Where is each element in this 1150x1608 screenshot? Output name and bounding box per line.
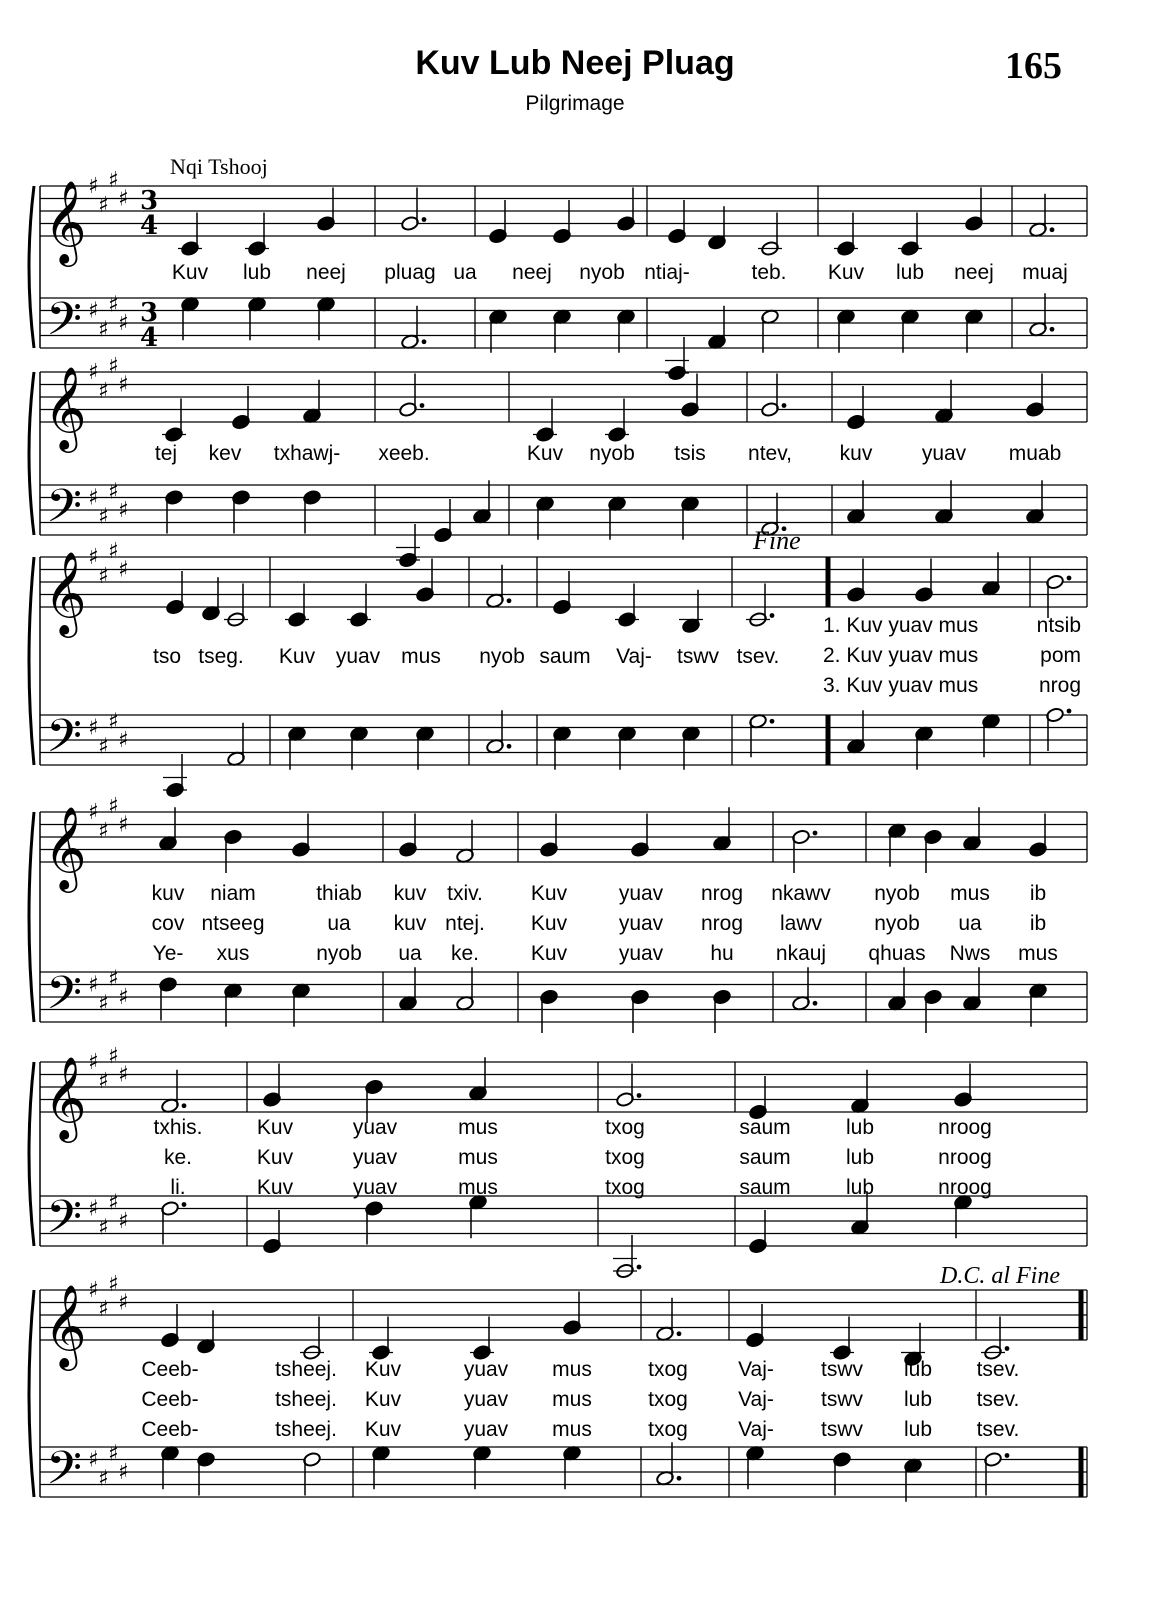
verse-lyric: 1. Kuv yuav mus: [823, 614, 979, 637]
lyric-word: nroog: [938, 1146, 992, 1169]
lyric-word: tsev.: [736, 645, 780, 668]
system-brace: [29, 1062, 34, 1246]
lyric-word: xeeb.: [378, 442, 430, 465]
dot: [782, 403, 787, 408]
treble-clef-icon: 𝄞: [44, 550, 87, 634]
lyric-word: Kuv: [256, 1176, 294, 1199]
lyric-word: txhawj-: [273, 442, 341, 465]
lyric-word: cov: [151, 912, 185, 935]
sharp-icon: ♯: [98, 1215, 109, 1241]
lyric-word: nroog: [938, 1176, 992, 1199]
dot: [420, 403, 425, 408]
lyric-word: nrog: [700, 912, 744, 935]
sharp-icon: ♯: [88, 800, 99, 825]
lyric-word: yuav: [618, 912, 664, 935]
sharp-icon: ♯: [88, 1278, 99, 1303]
lyric-word: Kuv: [278, 645, 316, 668]
sharp-icon: ♯: [118, 1290, 129, 1316]
bass-clef-icon: 𝄢: [46, 966, 83, 1032]
lyric-word: neej: [306, 261, 346, 284]
lyric-word: yuav: [463, 1358, 509, 1381]
sharp-icon: ♯: [108, 1441, 119, 1467]
lyric-word: txog: [648, 1388, 688, 1411]
lyric-word: mus: [401, 645, 441, 668]
lyric-word: ke.: [450, 942, 480, 965]
sharp-icon: ♯: [118, 557, 129, 583]
hymn-title: Kuv Lub Neej Pluag: [415, 44, 735, 82]
sharp-icon: ♯: [88, 545, 99, 570]
lyric-word: nyob: [589, 442, 635, 465]
hymn-subtitle: Pilgrimage: [525, 92, 625, 115]
sharp-icon: ♯: [98, 991, 109, 1017]
dot: [1067, 709, 1072, 714]
sharp-icon: ♯: [118, 812, 129, 838]
lyric-word: lub: [242, 261, 272, 284]
sharp-icon: ♯: [108, 966, 119, 992]
lyric-word: tswv: [677, 645, 719, 668]
lyric-word: Vaj-: [738, 1418, 774, 1441]
verse-lyric: 3. Kuv yuav mus: [823, 674, 979, 697]
lyric-word: tsev.: [976, 1358, 1020, 1381]
lyric-word: kuv: [393, 912, 427, 935]
lyric-word: lub: [903, 1388, 933, 1411]
fine-marking: Fine: [753, 526, 801, 555]
sharp-icon: ♯: [118, 498, 129, 523]
lyric-word: mus: [1018, 942, 1058, 965]
sharp-icon: ♯: [108, 538, 119, 564]
lyric-word: ua: [398, 942, 422, 965]
sharp-icon: ♯: [108, 793, 119, 819]
lyric-word: pluag: [384, 261, 436, 284]
lyric-word: neej: [512, 261, 552, 284]
lyric-word: txog: [648, 1418, 688, 1441]
lyric-word: yuav: [352, 1146, 398, 1169]
sharp-icon: ♯: [118, 1062, 129, 1088]
sharp-icon: ♯: [98, 1466, 109, 1492]
lyric-word: Ceeb-: [141, 1358, 199, 1381]
lyric-word: ua: [958, 912, 982, 935]
lyric-word: tsev.: [976, 1418, 1020, 1441]
dot: [507, 598, 512, 603]
sharp-icon: ♯: [98, 192, 109, 218]
lyric-word: lub: [903, 1358, 933, 1381]
system-brace: [29, 557, 34, 765]
lyric-word: Kuv: [364, 1388, 402, 1411]
lyric-word: Kuv: [530, 912, 568, 935]
lyric-word: txog: [605, 1176, 645, 1199]
lyric-word: hu: [710, 942, 734, 965]
lyric-word: lawv: [779, 912, 823, 935]
lyric-word: Kuv: [530, 882, 568, 905]
bass-clef-icon: 𝄢: [46, 1190, 83, 1256]
sharp-icon: ♯: [118, 985, 129, 1010]
lyric-word: yuav: [618, 882, 664, 905]
sharp-icon: ♯: [98, 563, 109, 589]
time-signature-top: 3: [140, 298, 159, 328]
verse-lyric: nrog: [1038, 674, 1081, 697]
treble-clef-icon: 𝄞: [44, 365, 87, 449]
lyric-word: tso: [152, 645, 182, 668]
lyric-word: txog: [605, 1116, 645, 1139]
lyric-word: thiab: [316, 882, 362, 905]
sharp-icon: ♯: [88, 715, 99, 741]
lyric-word: Kuv: [530, 942, 568, 965]
treble-clef-icon: 𝄞: [44, 179, 87, 263]
dot: [677, 1476, 682, 1481]
dot: [1005, 1346, 1010, 1351]
lyric-word: tej: [154, 442, 178, 465]
lyric-word: Nws: [949, 942, 991, 965]
dot: [1067, 576, 1072, 581]
lyric-word: txhis.: [153, 1116, 203, 1139]
sharp-icon: ♯: [88, 1050, 99, 1075]
lyric-word: tseg.: [198, 645, 244, 668]
lyric-word: txog: [648, 1358, 688, 1381]
sharp-icon: ♯: [88, 360, 99, 385]
sharp-icon: ♯: [108, 1043, 119, 1069]
lyric-word: mus: [458, 1176, 498, 1199]
lyric-word: saum: [739, 1176, 791, 1199]
sharp-icon: ♯: [98, 1296, 109, 1322]
sharp-icon: ♯: [88, 1447, 99, 1473]
lyric-word: kuv: [393, 882, 427, 905]
lyric-word: mus: [552, 1388, 592, 1411]
lyric-word: Kuv: [526, 442, 564, 465]
lyric-word: txiv.: [447, 882, 483, 905]
lyric-word: yuav: [463, 1418, 509, 1441]
lyric-word: yuav: [618, 942, 664, 965]
lyric-word: nkauj: [775, 942, 827, 965]
sharp-icon: ♯: [118, 311, 129, 336]
lyric-word: tswv: [821, 1358, 863, 1381]
sharp-icon: ♯: [108, 1271, 119, 1297]
verse-lyric: pom: [1040, 644, 1081, 667]
sharp-icon: ♯: [88, 485, 99, 511]
lyric-word: saum: [539, 645, 591, 668]
lyric-word: niam: [210, 882, 256, 905]
sharp-icon: ♯: [88, 174, 99, 199]
lyric-word: yuav: [335, 645, 381, 668]
sharp-icon: ♯: [98, 818, 109, 844]
tempo-marking: Nqi Tshooj: [170, 154, 268, 179]
lyric-word: muaj: [1022, 261, 1068, 284]
sharp-icon: ♯: [88, 972, 99, 998]
lyric-word: Kuv: [171, 261, 209, 284]
lyric-word: Kuv: [256, 1146, 294, 1169]
dot: [182, 1103, 187, 1108]
lyric-word: mus: [458, 1116, 498, 1139]
lyric-word: ntseeg: [201, 912, 265, 935]
lyric-word: nyob: [479, 645, 525, 668]
dot: [422, 339, 427, 344]
lyric-word: ua: [453, 261, 477, 284]
lyric-word: tsheej.: [275, 1388, 337, 1411]
dot: [813, 1001, 818, 1006]
verse-lyric: 2. Kuv yuav mus: [823, 644, 979, 667]
lyric-word: Ye-: [152, 942, 184, 965]
sharp-icon: ♯: [88, 1196, 99, 1222]
system-brace: [29, 1290, 34, 1497]
lyric-word: tsis: [674, 442, 706, 465]
lyric-word: tsheej.: [275, 1358, 337, 1381]
sharp-icon: ♯: [98, 734, 109, 760]
bass-clef-icon: 𝄢: [46, 292, 83, 358]
dot: [813, 831, 818, 836]
dot: [770, 719, 775, 724]
lyric-word: mus: [552, 1418, 592, 1441]
lyric-word: teb.: [751, 261, 787, 284]
lyric-word: yuav: [921, 442, 967, 465]
sharp-icon: ♯: [108, 292, 119, 318]
lyric-word: Ceeb-: [141, 1418, 199, 1441]
treble-clef-icon: 𝄞: [44, 805, 87, 889]
dot: [422, 217, 427, 222]
sharp-icon: ♯: [118, 1209, 129, 1234]
lyric-word: neej: [954, 261, 994, 284]
sharp-icon: ♯: [98, 504, 109, 530]
lyric-word: lub: [895, 261, 925, 284]
sharp-icon: ♯: [98, 1068, 109, 1094]
lyric-word: Kuv: [364, 1418, 402, 1441]
lyric-word: nyob: [874, 882, 920, 905]
time-signature-bottom: 4: [140, 323, 159, 353]
dot: [637, 1265, 642, 1270]
system-brace: [29, 186, 34, 348]
lyric-word: Kuv: [364, 1358, 402, 1381]
time-signature-bottom: 4: [140, 211, 159, 241]
lyric-word: tswv: [821, 1418, 863, 1441]
lyric-word: txog: [605, 1146, 645, 1169]
bass-clef-icon: 𝄢: [46, 1441, 83, 1507]
lyric-word: muab: [1008, 442, 1062, 465]
sharp-icon: ♯: [108, 1190, 119, 1216]
sharp-icon: ♯: [98, 378, 109, 404]
dc-al-fine-marking: D.C. al Fine: [940, 1263, 1060, 1289]
lyric-word: ke.: [163, 1146, 193, 1169]
lyric-word: yuav: [463, 1388, 509, 1411]
hymn-number: 165: [1005, 45, 1062, 87]
lyric-word: yuav: [352, 1116, 398, 1139]
lyric-word: kev: [208, 442, 242, 465]
lyric-word: Vaj-: [738, 1388, 774, 1411]
lyric-word: kuv: [839, 442, 873, 465]
lyric-word: saum: [739, 1116, 791, 1139]
sharp-icon: ♯: [108, 709, 119, 735]
lyric-word: ntev,: [748, 442, 792, 465]
treble-clef-icon: 𝄞: [44, 1055, 87, 1139]
lyric-word: Vaj-: [738, 1358, 774, 1381]
sharp-icon: ♯: [108, 353, 119, 379]
dot: [507, 744, 512, 749]
lyric-word: lub: [845, 1176, 875, 1199]
lyric-word: ua: [327, 912, 351, 935]
sharp-icon: ♯: [108, 167, 119, 193]
lyric-word: kuv: [151, 882, 185, 905]
lyric-word: nkawv: [771, 882, 831, 905]
system-brace: [29, 372, 34, 535]
sharp-icon: ♯: [108, 479, 119, 505]
lyric-word: lub: [845, 1146, 875, 1169]
bass-clef-icon: 𝄢: [46, 709, 83, 775]
lyric-word: Vaj-: [616, 645, 652, 668]
lyric-word: mus: [950, 882, 990, 905]
lyric-word: mus: [458, 1146, 498, 1169]
lyric-word: Ceeb-: [141, 1388, 199, 1411]
dot: [1050, 327, 1055, 332]
lyric-word: yuav: [352, 1176, 398, 1199]
sharp-icon: ♯: [118, 372, 129, 398]
lyric-word: saum: [739, 1146, 791, 1169]
lyric-word: tswv: [821, 1388, 863, 1411]
lyric-word: nyob: [874, 912, 920, 935]
lyric-word: mus: [552, 1358, 592, 1381]
sharp-icon: ♯: [118, 1460, 129, 1485]
sharp-icon: ♯: [118, 186, 129, 212]
lyric-word: ib: [1029, 882, 1047, 905]
lyric-word: tsheej.: [275, 1418, 337, 1441]
lyric-word: ntiaj-: [644, 261, 690, 284]
lyric-word: Kuv: [827, 261, 865, 284]
verse-lyric: ntsib: [1036, 614, 1081, 637]
lyric-word: tsev.: [976, 1388, 1020, 1411]
dot: [1005, 1453, 1010, 1458]
sharp-icon: ♯: [88, 298, 99, 324]
lyric-word: nyob: [316, 942, 362, 965]
dot: [182, 1202, 187, 1207]
lyric-word: lub: [903, 1418, 933, 1441]
treble-clef-icon: 𝄞: [44, 1283, 87, 1367]
lyric-word: Kuv: [256, 1116, 294, 1139]
system-brace: [29, 812, 34, 1022]
lyric-word: nrog: [700, 882, 744, 905]
lyric-word: ntej.: [445, 912, 485, 935]
lyric-word: xus: [216, 942, 250, 965]
lyric-word: nroog: [938, 1116, 992, 1139]
dot: [637, 1093, 642, 1098]
time-signature-top: 3: [140, 186, 159, 216]
sharp-icon: ♯: [118, 728, 129, 753]
dot: [770, 613, 775, 618]
lyric-word: lub: [845, 1116, 875, 1139]
sharp-icon: ♯: [98, 317, 109, 343]
lyric-word: ib: [1029, 912, 1047, 935]
lyric-word: li.: [170, 1176, 186, 1199]
bass-clef-icon: 𝄢: [46, 479, 83, 545]
lyric-word: nyob: [579, 261, 625, 284]
dot: [1050, 227, 1055, 232]
lyric-word: qhuas: [868, 942, 926, 965]
dot: [677, 1331, 682, 1336]
